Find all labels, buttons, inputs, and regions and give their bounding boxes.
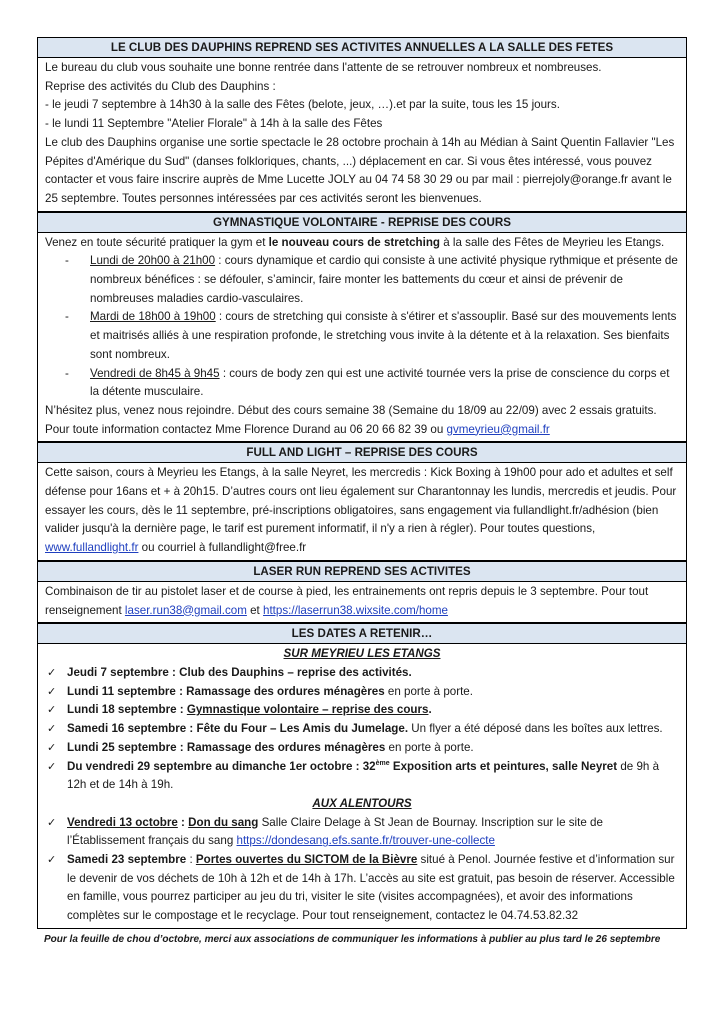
paragraph: Le club des Dauphins organise une sortie spectacle le 28 octobre prochain à 14h au Médian à Saint Quentin Fallavier "Les Pépites d'Amérique du Sud" (danses folkloriques, chants, ...) déplacement en car. Si vous êtes intéressé, vous pouvez contacter et vous faire inscrire auprès de Mme Lucette JOLY au 04 74 58 30 29 ou par mail : pierrejoly@orange.fr avant le 25 septembre. Toutes personnes intéressées par ces activités seront les bienvenues. [45, 135, 675, 205]
course-time: Mardi de 18h00 à 19h00 [90, 310, 216, 324]
list-item [45, 814, 679, 851]
list-item [45, 739, 679, 758]
event-sep: : [186, 853, 196, 867]
intro-text: à la salle des Fêtes de Meyrieu les Etangs. [440, 235, 665, 249]
newsletter-page [37, 37, 687, 948]
checkmark-icon: ✓ [47, 704, 57, 717]
event-date: Vendredi 13 octobre [67, 815, 178, 829]
email-link-laser-run[interactable]: laser.run38@gmail.com [124, 603, 247, 617]
list-item [45, 365, 679, 402]
checkmark-icon: ✓ [47, 666, 57, 679]
section-body-laser-run [37, 582, 687, 623]
checkmark-icon: ✓ [47, 723, 57, 736]
dates-list-alentours [45, 814, 679, 926]
outro-paragraph [45, 402, 679, 439]
course-time: Lundi de 20h00 à 21h00 [90, 254, 216, 268]
paragraph: Le bureau du club vous souhaite une bonne rentrée dans l'attente de se retrouver nombreux et nombreuses. [45, 61, 602, 74]
paragraph [45, 464, 679, 558]
website-link-fullandlight[interactable]: www.fullandlight.fr [45, 541, 139, 555]
paragraph [45, 583, 679, 620]
course-description: : cours dynamique et cardio qui consiste à une activité physique rythmique et présente de nombreux bénéfices : se défouler, s’amincir, faire monter les battements du cœur et ainsi de prévenir de nombreuses maladies cardio-vasculaires. [90, 254, 678, 305]
list-item [45, 758, 679, 795]
section-body-club-dauphins [37, 58, 687, 212]
checkmark-icon: ✓ [47, 685, 57, 698]
body-text: et [246, 603, 264, 617]
event-sep: : [177, 815, 189, 829]
event-text-underlined: Gymnastique volontaire – reprise des cours [186, 703, 429, 717]
intro-bold: le nouveau cours de stretching [268, 235, 441, 249]
course-list [45, 252, 679, 402]
list-item [45, 664, 679, 683]
subheading-alentours: AUX ALENTOURS [312, 796, 412, 810]
section-body-full-and-light [37, 463, 687, 561]
event-detail: Salle Claire Delage à St Jean de Bournay. Inscription sur le site de l’Établissement français du sang [67, 815, 603, 848]
event-text: Exposition arts et peintures, salle Neyret [389, 759, 618, 773]
subheading-meyrieu: SUR MEYRIEU LES ETANGS [283, 647, 441, 661]
section-title-club-dauphins: LE CLUB DES DAUPHINS REPREND SES ACTIVITES ANNUELLES A LA SALLE DES FETES [37, 37, 687, 58]
section-title-laser-run: LASER RUN REPREND SES ACTIVITES [37, 561, 687, 582]
website-link-laser-run[interactable]: https://laserrun38.wixsite.com/home [263, 603, 448, 617]
section-title-full-and-light: FULL AND LIGHT – REPRISE DES COURS [37, 442, 687, 463]
paragraph: - le lundi 11 Septembre "Atelier Florale" à 14h à la salle des Fêtes [45, 117, 383, 131]
event-text: Lundi 18 septembre : [67, 703, 187, 717]
paragraph: Reprise des activités du Club des Dauphins : [45, 79, 276, 93]
body-text: Combinaison de tir au pistolet laser et de course à pied, les entrainements ont repris depuis le 3 septembre. Pour tout renseignement [45, 584, 649, 617]
event-detail: en porte à porte. [385, 740, 474, 754]
dash-bullet: - [65, 310, 69, 324]
event-text: Lundi 11 septembre : Ramassage des ordures ménagères [67, 684, 385, 698]
outro-text: N’hésitez plus, venez nous rejoindre. Début des cours semaine 38 (Semaine du 18/09 au 22/09) avec 2 essais gratuits. Pour toute information contactez Mme Florence Durand au 06 20 66 82 39 ou [45, 403, 657, 436]
event-text: Samedi 16 septembre : Fête du Four – Les Amis du Jumelage. [67, 722, 409, 736]
email-link-gvmeyrieu[interactable]: gvmeyrieu@gmail.fr [446, 422, 550, 436]
website-link-dondesang[interactable]: https://dondesang.efs.sante.fr/trouver-une-collecte [236, 834, 495, 848]
event-detail: Un flyer a été déposé dans les boîtes aux lettres. [408, 722, 663, 736]
event-title: Don du sang [188, 815, 259, 829]
checkmark-icon: ✓ [47, 854, 57, 867]
event-title: Portes ouvertes du SICTOM de la Bièvre [195, 853, 418, 867]
list-item [45, 701, 679, 720]
list-item [45, 720, 679, 739]
paragraph: - le jeudi 7 septembre à 14h30 à la salle des Fêtes (belote, jeux, …).et par la suite, tous les 15 jours. [45, 98, 560, 112]
body-text: Cette saison, cours à Meyrieu les Etangs, à la salle Neyret, les mercredis : Kick Boxing à 19h00 pour ado et adultes et self défense pour 16ans et + à 20h15. D’autres cours ont lieu également sur Charantonnay les lundis, mercredis et jeudis. Pour essayer les cours, dès le 11 septembre, pré-inscriptions obligatoires, sans engagement via fullandlight.fr/adhésion (bien valider jusqu'à la dernière page, le tarif est purement informatif, il n'y a rien à régler). Pour toutes questions, [45, 466, 677, 536]
event-text: Lundi 25 septembre : Ramassage des ordures ménagères [67, 740, 386, 754]
dash-bullet: - [65, 254, 69, 268]
checkmark-icon: ✓ [47, 760, 57, 773]
superscript: ème [375, 759, 390, 767]
intro-text: Venez en toute sécurité pratiquer la gym et [45, 235, 269, 249]
event-detail: en porte à porte. [384, 684, 473, 698]
course-time: Vendredi de 8h45 à 9h45 [90, 366, 220, 380]
list-item [45, 851, 679, 926]
list-item [45, 683, 679, 702]
section-title-gymnastique: GYMNASTIQUE VOLONTAIRE - REPRISE DES COURS [37, 212, 687, 233]
event-text: . [428, 703, 432, 717]
section-title-dates: LES DATES A RETENIR… [37, 623, 687, 644]
dash-bullet: - [65, 366, 69, 380]
event-text: Du vendredi 29 septembre au dimanche 1er octobre : 32 [67, 759, 376, 773]
event-date: Samedi 23 septembre [67, 853, 187, 867]
course-description: : cours de stretching qui consiste à s'étirer et s'assouplir. Basé sur des mouvements lents et maitrisés alliés à une respiration profonde, le stretching vous invite à la détente et à la relaxation. Ses bienfaits sont nombreux. [90, 310, 677, 361]
list-item [45, 252, 679, 308]
event-text: Jeudi 7 septembre : Club des Dauphins – reprise des activités. [67, 665, 412, 679]
footer-note: Pour la feuille de chou d’octobre, merci aux associations de communiquer les informations à publier au plus tard le 26 septembre [44, 933, 661, 945]
section-body-dates [37, 644, 687, 929]
intro-paragraph [45, 234, 679, 253]
course-description: : cours de body zen qui est une activité tournée vers la prise de conscience du corps et la détente musculaire. [90, 366, 670, 399]
checkmark-icon: ✓ [47, 741, 57, 754]
list-item [45, 308, 679, 364]
event-detail: situé à Penol. Journée festive et d’information sur le devenir de vos déchets de 10h à 12h et de 14h à 17h. L’accès au site est gratuit, pas besoin de réserver. Accessible en famille, vous pourrez participer au jeu du tri, visiter le site (visites accompagnées), et avoir des informations complètes sur le compostage et le recyclage. Pour tout renseignement, contactez le 04.74.53.82.32 [67, 853, 675, 923]
checkmark-icon: ✓ [47, 816, 57, 829]
section-body-gymnastique [37, 233, 687, 443]
body-text: ou courriel à fullandlight@free.fr [138, 541, 307, 555]
event-detail: de 9h à 12h et de 14h à 19h. [67, 759, 660, 792]
dates-list-meyrieu [45, 664, 679, 795]
